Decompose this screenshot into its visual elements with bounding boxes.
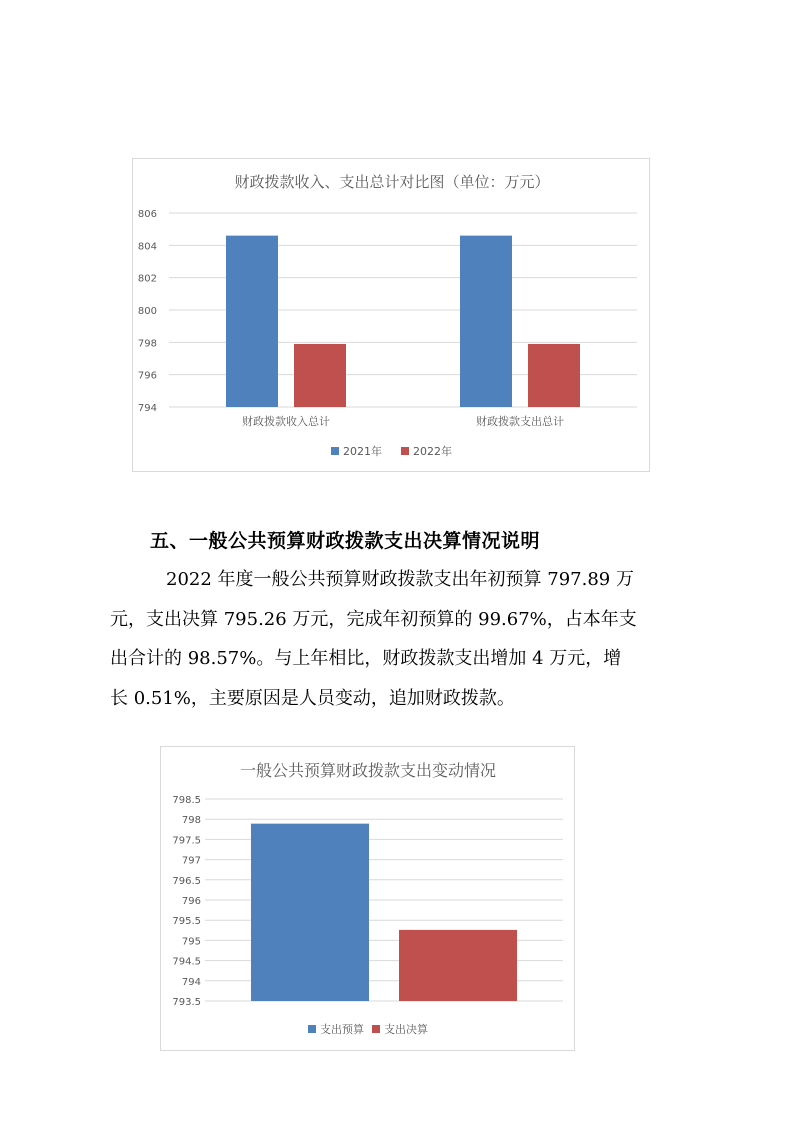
legend-label: 支出决算 xyxy=(384,1023,428,1036)
y-tick-label: 796.5 xyxy=(172,875,201,887)
section-paragraph xyxy=(110,560,690,718)
section-heading: 五、一般公共预算财政拨款支出决算情况说明 xyxy=(150,530,541,552)
y-tick-label: 798 xyxy=(137,338,157,350)
category-label: 财政拨款收入总计 xyxy=(242,415,330,428)
paragraph-line-4: 长 0.51%，主要原因是人员变动，追加财政拨款。 xyxy=(110,687,515,709)
y-tick-label: 795.5 xyxy=(172,916,201,928)
y-tick-label: 797.5 xyxy=(172,835,201,847)
legend-swatch xyxy=(331,447,339,455)
bar xyxy=(460,236,512,407)
legend-label: 2022年 xyxy=(413,445,452,458)
y-tick-label: 794 xyxy=(137,403,157,414)
y-tick-label: 794.5 xyxy=(172,956,201,968)
paragraph-line-1: 2022 年度一般公共预算财政拨款支出年初预算 797.89 万 xyxy=(166,569,634,590)
y-tick-label: 794 xyxy=(181,976,201,988)
bar xyxy=(399,930,517,1001)
y-tick-label: 795 xyxy=(181,936,201,948)
y-tick-label: 796 xyxy=(137,370,157,382)
y-tick-label: 796 xyxy=(181,896,201,907)
legend-swatch xyxy=(308,1025,316,1033)
chart-title: 一般公共预算财政拨款支出变动情况 xyxy=(239,761,497,780)
y-tick-label: 798 xyxy=(181,815,201,827)
legend-label: 支出预算 xyxy=(320,1023,364,1036)
bar xyxy=(251,824,369,1001)
paragraph-line-2: 元，支出决算 795.26 万元，完成年初预算的 99.67%，占本年支 xyxy=(110,608,637,630)
y-tick-label: 800 xyxy=(137,306,157,317)
legend-swatch xyxy=(372,1025,380,1033)
y-tick-label: 804 xyxy=(137,241,157,253)
bar xyxy=(226,236,278,407)
chart-title: 财政拨款收入、支出总计对比图（单位：万元） xyxy=(234,173,550,191)
bar xyxy=(528,344,580,407)
expense-change-chart xyxy=(160,746,575,1051)
y-tick-label: 793.5 xyxy=(172,997,201,1008)
legend-label: 2021年 xyxy=(343,445,382,458)
bar xyxy=(294,344,346,407)
category-label: 财政拨款支出总计 xyxy=(476,415,564,428)
legend-swatch xyxy=(401,447,409,455)
y-tick-label: 798.5 xyxy=(172,795,201,806)
paragraph-line-3: 出合计的 98.57%。与上年相比，财政拨款支出增加 4 万元，增 xyxy=(110,648,622,669)
y-tick-label: 797 xyxy=(181,855,201,867)
income-expense-comparison-chart xyxy=(132,158,650,472)
chart1-svg xyxy=(133,159,651,473)
chart2-svg xyxy=(161,747,576,1052)
y-tick-label: 806 xyxy=(137,209,157,220)
y-tick-label: 802 xyxy=(137,273,157,285)
